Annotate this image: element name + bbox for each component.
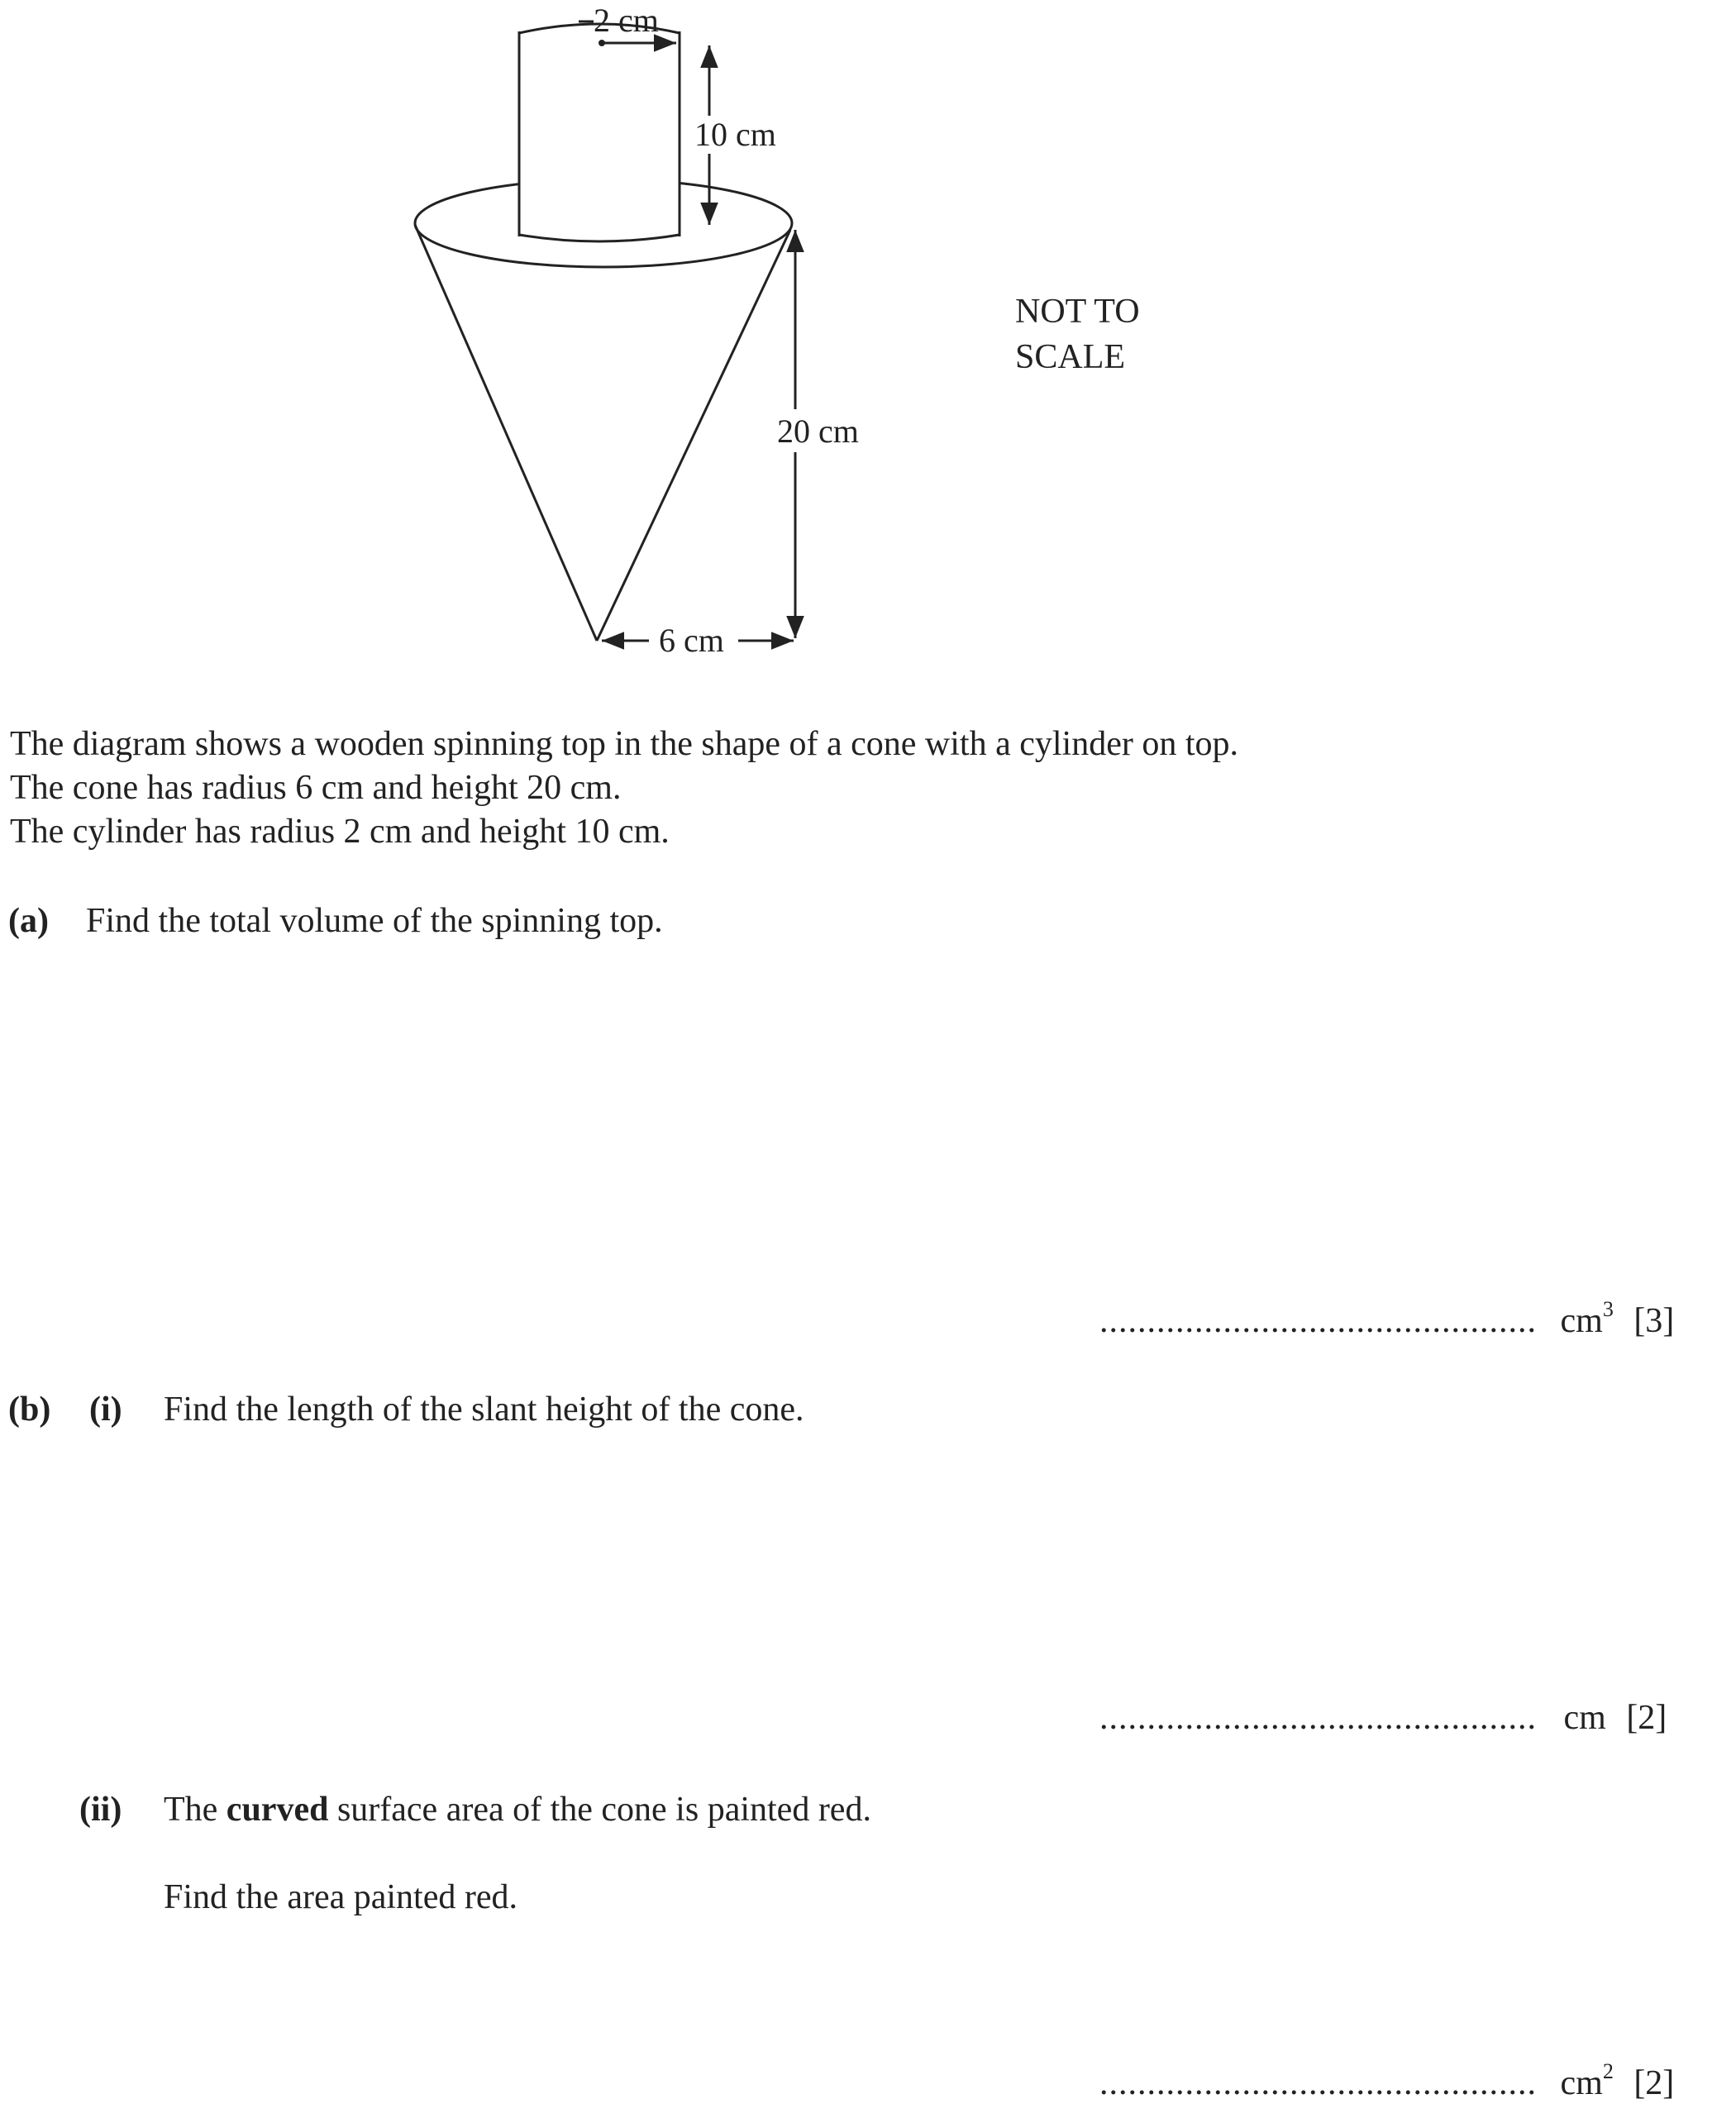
part-b-ii-marks: [2]	[1633, 2064, 1675, 2102]
cylinder-body	[519, 31, 680, 238]
cone-height-label: 20 cm	[777, 413, 859, 450]
intro-line-2: The cone has radius 6 cm and height 20 cm.	[10, 769, 622, 807]
part-a-answer-dots[interactable]: ..............................................	[1099, 1302, 1537, 1340]
part-b-i-unit: cm	[1563, 1699, 1606, 1737]
part-a-marks: [3]	[1633, 1302, 1675, 1340]
not-to-scale-line1: NOT TO	[1015, 293, 1140, 331]
part-b-i-answer-line	[1099, 1696, 1667, 1739]
part-b-ii-label: (ii)	[79, 1791, 122, 1829]
spinning-top-diagram	[0, 0, 1736, 661]
part-b-i-label: (i)	[89, 1391, 122, 1429]
part-a-answer-line	[1099, 1297, 1675, 1343]
curved-emphasis: curved	[226, 1791, 329, 1829]
part-b-ii-unit: $cm^2$	[1560, 2059, 1614, 2102]
part-a-question: Find the total volume of the spinning top.	[86, 902, 663, 940]
part-b-ii-question-2: Find the area painted red.	[164, 1878, 517, 1916]
part-b-ii-answer-dots[interactable]: ..............................................	[1099, 2064, 1537, 2102]
part-b-i-answer-dots[interactable]: ..............................................	[1099, 1699, 1537, 1737]
cyl-radius-label: 2 cm	[594, 2, 659, 39]
cone-right-side	[597, 230, 790, 641]
cyl-center-dot	[599, 40, 605, 46]
cone-left-side	[415, 225, 597, 641]
intro-line-1: The diagram shows a wooden spinning top in the shape of a cone with a cylinder on top.	[10, 725, 1238, 763]
cyl-height-label: 10 cm	[694, 116, 776, 153]
not-to-scale-line2: SCALE	[1015, 338, 1126, 376]
part-a-label: (a)	[8, 902, 49, 940]
part-b-label: (b)	[8, 1391, 51, 1429]
cone-radius-label: 6 cm	[659, 622, 724, 659]
part-b-ii-answer-line	[1099, 2059, 1675, 2105]
part-a-unit: $cm^3$	[1560, 1297, 1614, 1340]
part-b-i-marks: [2]	[1626, 1699, 1667, 1737]
part-b-i-question: Find the length of the slant height of the cone.	[164, 1391, 804, 1429]
intro-line-3: The cylinder has radius 2 cm and height 10 cm.	[10, 813, 670, 851]
part-b-ii-question: The curved surface area of the cone is painted red.	[164, 1791, 871, 1829]
